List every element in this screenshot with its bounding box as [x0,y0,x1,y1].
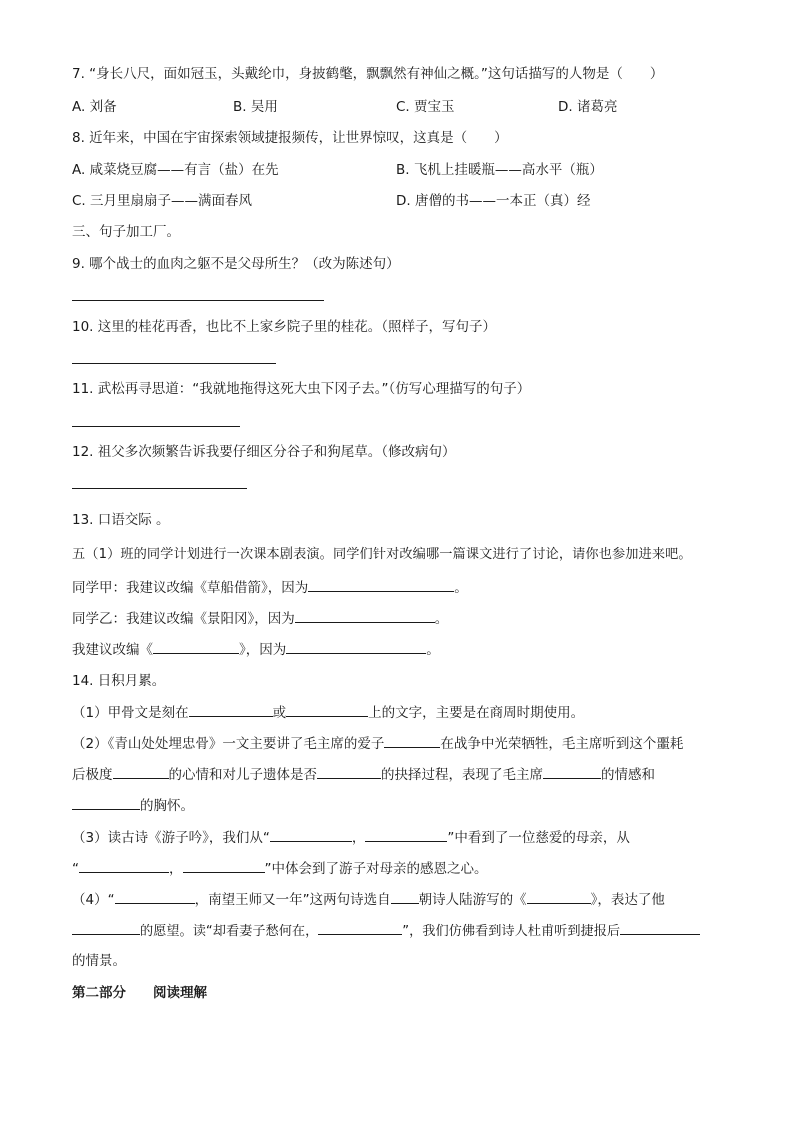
question-7-stem: 7. “身长八尺，面如冠玉，头戴纶巾，身披鹤氅，飘飘然有神仙之概。”这句话描写的人物是（ ） [72,66,664,82]
q14-p2-blank-3[interactable] [317,764,381,779]
own-suggestion-title-blank[interactable] [153,639,239,654]
question-14-part-1 [72,702,584,723]
q14-p2-text-f: 的情感和 [601,767,655,783]
own-suggestion-mid: 》，因为 [239,642,287,658]
q14-p2-blank-2[interactable] [113,764,169,779]
q14-p2-text-e: 的抉择过程，表现了毛主席 [381,767,543,783]
student-a-end: 。 [454,580,468,596]
question-9: 9. 哪个战士的血肉之躯不是父母所生？（改为陈述句） [72,256,400,272]
q14-p2-blank-1[interactable] [384,733,440,748]
student-b-text: 同学乙：我建议改编《景阳冈》，因为 [72,611,295,627]
student-a-text: 同学甲：我建议改编《草船借箭》，因为 [72,580,309,596]
question-8-option-c: C. 三月里扇扇子——满面春风 [72,193,253,209]
question-14-part-4-line-1 [72,889,665,910]
question-13-title: 13. 口语交际 。 [72,512,170,528]
q14-p4-text-f: ”，我们仿佛看到诗人杜甫听到捷报后 [402,924,621,939]
q14-p1-blank-2[interactable] [286,702,368,717]
question-7-option-c: C. 贾宝玉 [396,99,455,115]
question-14-title: 14. 日积月累。 [72,673,166,689]
question-13-own-suggestion [72,639,440,660]
q14-p4-blank-5[interactable] [318,920,402,935]
q14-p3-blank-3[interactable] [79,858,169,873]
question-10-answer-line[interactable] [72,363,276,364]
q14-p4-text-c: 朝诗人陆游写的《 [418,892,527,908]
section-3-heading: 三、句子加工厂。 [72,224,180,240]
q14-p3-text-c: ”中看到了一位慈爱的母亲，从 [447,830,630,846]
own-suggestion-text: 我建议改编《 [72,642,153,658]
question-11: 11. 武松再寻思道：“我就地拖得这死大虫下冈子去。”（仿写心理描写的句子） [72,381,531,397]
q14-p4-text-b: ，南望王师又一年”这两句诗选自 [194,892,391,908]
question-8-option-a: A. 咸菜烧豆腐——有言（盐）在先 [72,162,279,178]
q14-p2-text-g: 的胸怀。 [140,798,194,814]
question-14-part-3-line-2 [72,858,488,879]
q14-p1-text-a: （1）甲骨文是刻在 [72,705,189,721]
q14-p3-text-a: （3）读古诗《游子吟》，我们从“ [72,830,270,846]
own-suggestion-reason-blank[interactable] [286,639,426,654]
question-13-student-b [72,608,448,629]
q14-p3-text-d: “ [72,861,79,877]
q14-p4-blank-4[interactable] [72,920,140,935]
q14-p1-blank-1[interactable] [189,702,273,717]
q14-p4-text-a: （4）“ [72,892,115,908]
q14-p3-blank-4[interactable] [183,858,265,873]
q14-p2-text-c: 后极度 [72,767,113,783]
q14-p4-blank-6[interactable] [620,920,700,935]
q14-p4-blank-3[interactable] [527,889,591,904]
q14-p1-text-b: 或 [272,705,287,721]
question-8-option-b: B. 飞机上挂暖瓶——高水平（瓶） [396,162,603,178]
q14-p4-blank-1[interactable] [115,889,195,904]
question-14-part-4-line-3: 的情景。 [72,953,126,969]
q14-p3-blank-1[interactable] [270,827,352,842]
question-13-student-a [72,577,468,598]
own-suggestion-end: 。 [426,642,440,658]
q14-p4-text-e: 的愿望。读“却看妻子愁何在， [140,924,319,939]
question-8-stem: 8. 近年来，中国在宇宙探索领域捷报频传，让世界惊叹，这真是（ ） [72,130,508,146]
student-b-blank[interactable] [295,608,435,623]
question-14-part-4-line-2 [72,920,700,942]
q14-p4-text-d: 》，表达了他 [590,892,665,908]
student-a-blank[interactable] [308,577,454,592]
q14-p2-blank-4[interactable] [543,764,601,779]
question-11-answer-line[interactable] [72,426,240,427]
question-9-answer-line[interactable] [72,300,324,301]
question-10: 10. 这里的桂花再香，也比不上家乡院子里的桂花。（照样子，写句子） [72,319,497,335]
q14-p3-text-e: ， [169,861,183,877]
question-14-part-2-line-1 [72,733,683,754]
q14-p2-text-d: 的心情和对儿子遗体是否 [168,767,317,783]
part-2-heading: 第二部分 阅读理解 [72,985,207,1001]
question-7-option-b: B. 吴用 [233,99,278,115]
student-b-end: 。 [434,611,449,627]
question-12-answer-line[interactable] [72,488,247,489]
question-7-option-d: D. 诸葛亮 [558,99,618,115]
question-14-part-2-line-2 [72,764,655,785]
q14-p3-text-f: ”中体会到了游子对母亲的感恩之心。 [264,861,488,877]
q14-p2-blank-5[interactable] [72,795,140,810]
q14-p1-text-c: 上的文字，主要是在商周时期使用。 [368,705,585,721]
question-14-part-2-line-3 [72,795,194,816]
question-8-option-d: D. 唐僧的书——一本正（真）经 [396,193,591,209]
q14-p3-text-b: ， [351,830,366,846]
q14-p4-blank-2[interactable] [391,889,419,904]
question-7-option-a: A. 刘备 [72,99,117,115]
q14-p3-blank-2[interactable] [365,827,447,842]
question-12: 12. 祖父多次频繁告诉我要仔细区分谷子和狗尾草。（修改病句） [72,444,456,460]
q14-p2-text-b: 在战争中光荣牺牲，毛主席听到这个噩耗 [440,736,684,752]
question-13-intro: 五（1）班的同学计划进行一次课本剧表演。同学们针对改编哪一篇课文进行了讨论，请你也参加进来吧。 [72,547,692,562]
q14-p2-text-a: （2）《青山处处埋忠骨》一文主要讲了毛主席的爱子 [72,736,385,752]
question-14-part-3-line-1 [72,827,630,848]
